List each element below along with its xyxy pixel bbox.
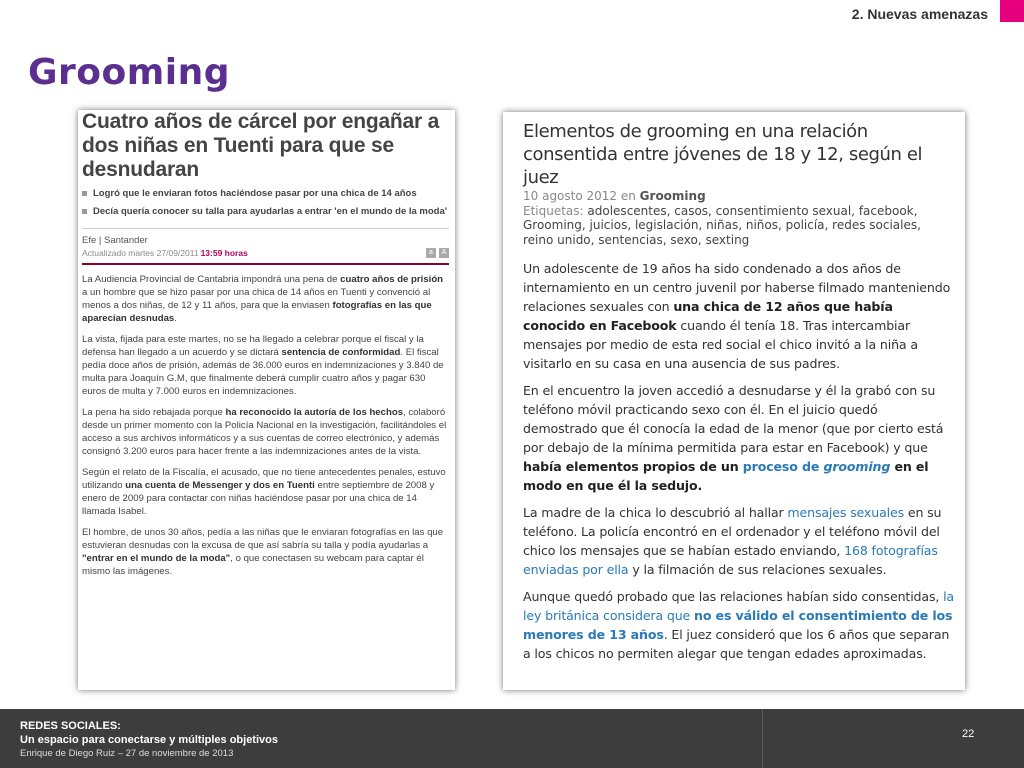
text-bold: una cuenta de Messenger y dos en Tuenti <box>125 480 315 491</box>
text-run: . El juez consideró que los 6 años que separan a los chicos no permiten alegar que tengan edades aproximadas. <box>523 627 950 661</box>
text-run: La madre de la chica lo descubrió al hallar <box>523 505 788 520</box>
footer-title: REDES SOCIALES: <box>20 720 121 732</box>
link-text-italic: grooming <box>823 459 891 474</box>
post-paragraph <box>523 259 955 373</box>
link-168-fotografias[interactable]: 168 fotografías enviadas por ella <box>523 543 938 577</box>
summary-item <box>82 188 449 200</box>
text-bold: cuatro años de prisión <box>340 274 444 285</box>
text-run: En el encuentro la joven accedió a desnudarse y él la grabó con su teléfono móvil practicando sexo con él. En el juicio quedó demostrado que él conocía la edad de la menor (que por cierto está por debajo de la mínima permitida para estar en Facebook) y que <box>523 383 944 455</box>
blog-clipping-right <box>503 112 965 690</box>
updated-time: 13:59 horas <box>200 248 248 258</box>
summary-item <box>82 206 449 218</box>
summary-text: Logró que le enviaran fotos haciéndose pasar por una chica de 14 años <box>93 188 417 199</box>
article-headline: Cuatro años de cárcel por engañar a dos niñas en Tuenti para que se desnudaran <box>82 110 440 181</box>
font-decrease-icon[interactable]: a <box>426 248 436 258</box>
font-size-controls <box>426 248 449 258</box>
text-bold: ha reconocido la autoría de los hechos <box>225 407 404 418</box>
slide-title: Grooming <box>28 52 231 93</box>
text-run: Aunque quedó probado que las relaciones habían sido consentidas, <box>523 589 944 604</box>
text-run: . <box>174 313 177 324</box>
link-proceso-grooming[interactable] <box>743 459 890 474</box>
text-run: cuando él tenía 18. Tras intercambiar mensajes por medio de esta red social el chico invitó a la niña a visitarlo en su casa en una ausencia de sus padres. <box>523 318 918 371</box>
bullet-square-icon <box>82 191 87 196</box>
text-run: a un hombre que se hizo pasar por una chica de 14 años en Tuenti y convenció al menos a dos niñas, de 12 y 11 años, para que la enviasen <box>82 287 431 311</box>
footer-bar <box>0 709 1024 768</box>
link-text: proceso de <box>742 459 824 474</box>
bullet-square-icon <box>82 209 87 214</box>
text-bold: fotografías en las que aparecían desnudas <box>82 300 432 324</box>
text-bold: en el modo en que él la sedujo. <box>523 459 929 493</box>
link-text: la ley británica considera que <box>523 589 954 623</box>
text-run: en su teléfono. La policía encontró en el ordenador y el teléfono móvil del chico los mensajes que se habían estado enviando, <box>523 505 942 558</box>
text-bold: una chica de 12 años que había conocido en Facebook <box>523 299 893 333</box>
post-paragraph <box>523 587 955 663</box>
post-date <box>523 189 955 204</box>
article-updated <box>82 247 449 259</box>
article-paragraph <box>82 406 449 458</box>
article-paragraph <box>82 526 449 578</box>
date-text: 10 agosto 2012 en <box>523 189 640 203</box>
footer-divider <box>762 709 763 768</box>
font-increase-icon[interactable]: A <box>439 248 449 258</box>
accent-square <box>1000 0 1024 22</box>
tags-list: adolescentes, casos, consentimiento sexual, facebook, Grooming, juicios, legislación, niñas, niños, policía, redes sociales, reino unido, sentencias, sexo, sexting <box>523 203 921 247</box>
text-run: La Audiencia Provincial de Cantabria impondrá una pena de <box>82 274 341 285</box>
divider-accent <box>82 263 449 265</box>
link-mensajes-sexuales[interactable]: mensajes sexuales <box>787 505 904 520</box>
text-run: . El fiscal pedía doce años de prisión, además de 36.000 euros en indemnizaciones y 3.840 de multa para Joaquín G.M, que finalmente deberá cumplir cuatro años y pagar 630 euros de multa y 7.000 euros en indemnizaciones. <box>82 347 444 397</box>
text-run: , colaboró desde un primer momento con la Policía Nacional en la investigación, facilitándoles el acceso a sus archivos informáticos y a sus cuentas de correo electrónico, y además consignó 3.200 euros para hacer frente a las indemnizaciones antes de la vista. <box>82 407 447 457</box>
post-paragraph <box>523 503 955 579</box>
article-summary-list <box>82 188 449 218</box>
text-run: La pena ha sido rebajada porque <box>82 407 226 418</box>
post-headline: Elementos de grooming en una relación consentida entre jóvenes de 18 y 12, según el juez <box>523 121 923 188</box>
footer-author-date: Enrique de Diego Ruiz – 27 de noviembre de 2013 <box>20 748 234 759</box>
text-run: y la filmación de sus relaciones sexuales. <box>628 562 887 577</box>
article-paragraph <box>82 466 449 518</box>
tags-label: Etiquetas: <box>523 203 588 218</box>
text-run: entre septiembre de 2008 y enero de 2009 para contactar con niñas haciéndose pasar por una chica de 14 llamada Isabel. <box>82 480 435 517</box>
text-run: El hombre, de unos 30 años, pedía a las niñas que le enviaran fotografías en las que estuvieran desnudas con la excusa de que así sabría su talla y podía ayudarlas a <box>82 527 444 551</box>
text-run: Un adolescente de 19 años ha sido condenado a dos años de internamiento en un centro juvenil por haberse filmado manteniendo relaciones sexuales con <box>523 261 951 314</box>
article-source: Efe | Santander <box>82 235 148 246</box>
article-paragraph <box>82 333 449 398</box>
footer-subtitle: Un espacio para conectarse y múltiples objetivos <box>20 734 278 746</box>
text-run: Según el relato de la Fiscalía, el acusado, que no tiene antecedentes penales, estuvo utilizando <box>82 467 446 491</box>
text-bold: "entrar en el mundo de la moda" <box>82 553 231 564</box>
page-number: 22 <box>962 728 975 740</box>
post-category: Grooming <box>639 189 706 203</box>
summary-text: Decía quería conocer su talla para ayudarlas a entrar 'en el mundo de la moda' <box>93 206 448 217</box>
article-paragraph <box>82 273 449 325</box>
section-label: 2. Nuevas amenazas <box>851 6 988 22</box>
text-bold: sentencia de conformidad <box>281 347 401 358</box>
updated-date: Actualizado martes 27/09/2011 <box>82 248 199 258</box>
link-text-bold: no es válido el consentimiento de los menores de 13 años <box>523 608 953 642</box>
divider <box>82 228 449 229</box>
text-run: , o que conectasen su webcam para captar él mismo las imágenes. <box>82 553 424 577</box>
text-bold: había elementos propios de un <box>523 459 743 474</box>
post-tags <box>523 204 955 248</box>
post-paragraph <box>523 381 955 495</box>
text-run: La vista, fijada para este martes, no se ha llegado a celebrar porque el fiscal y la defensa han llegado a un acuerdo y se dictará <box>82 334 424 358</box>
news-clipping-left <box>78 110 455 690</box>
